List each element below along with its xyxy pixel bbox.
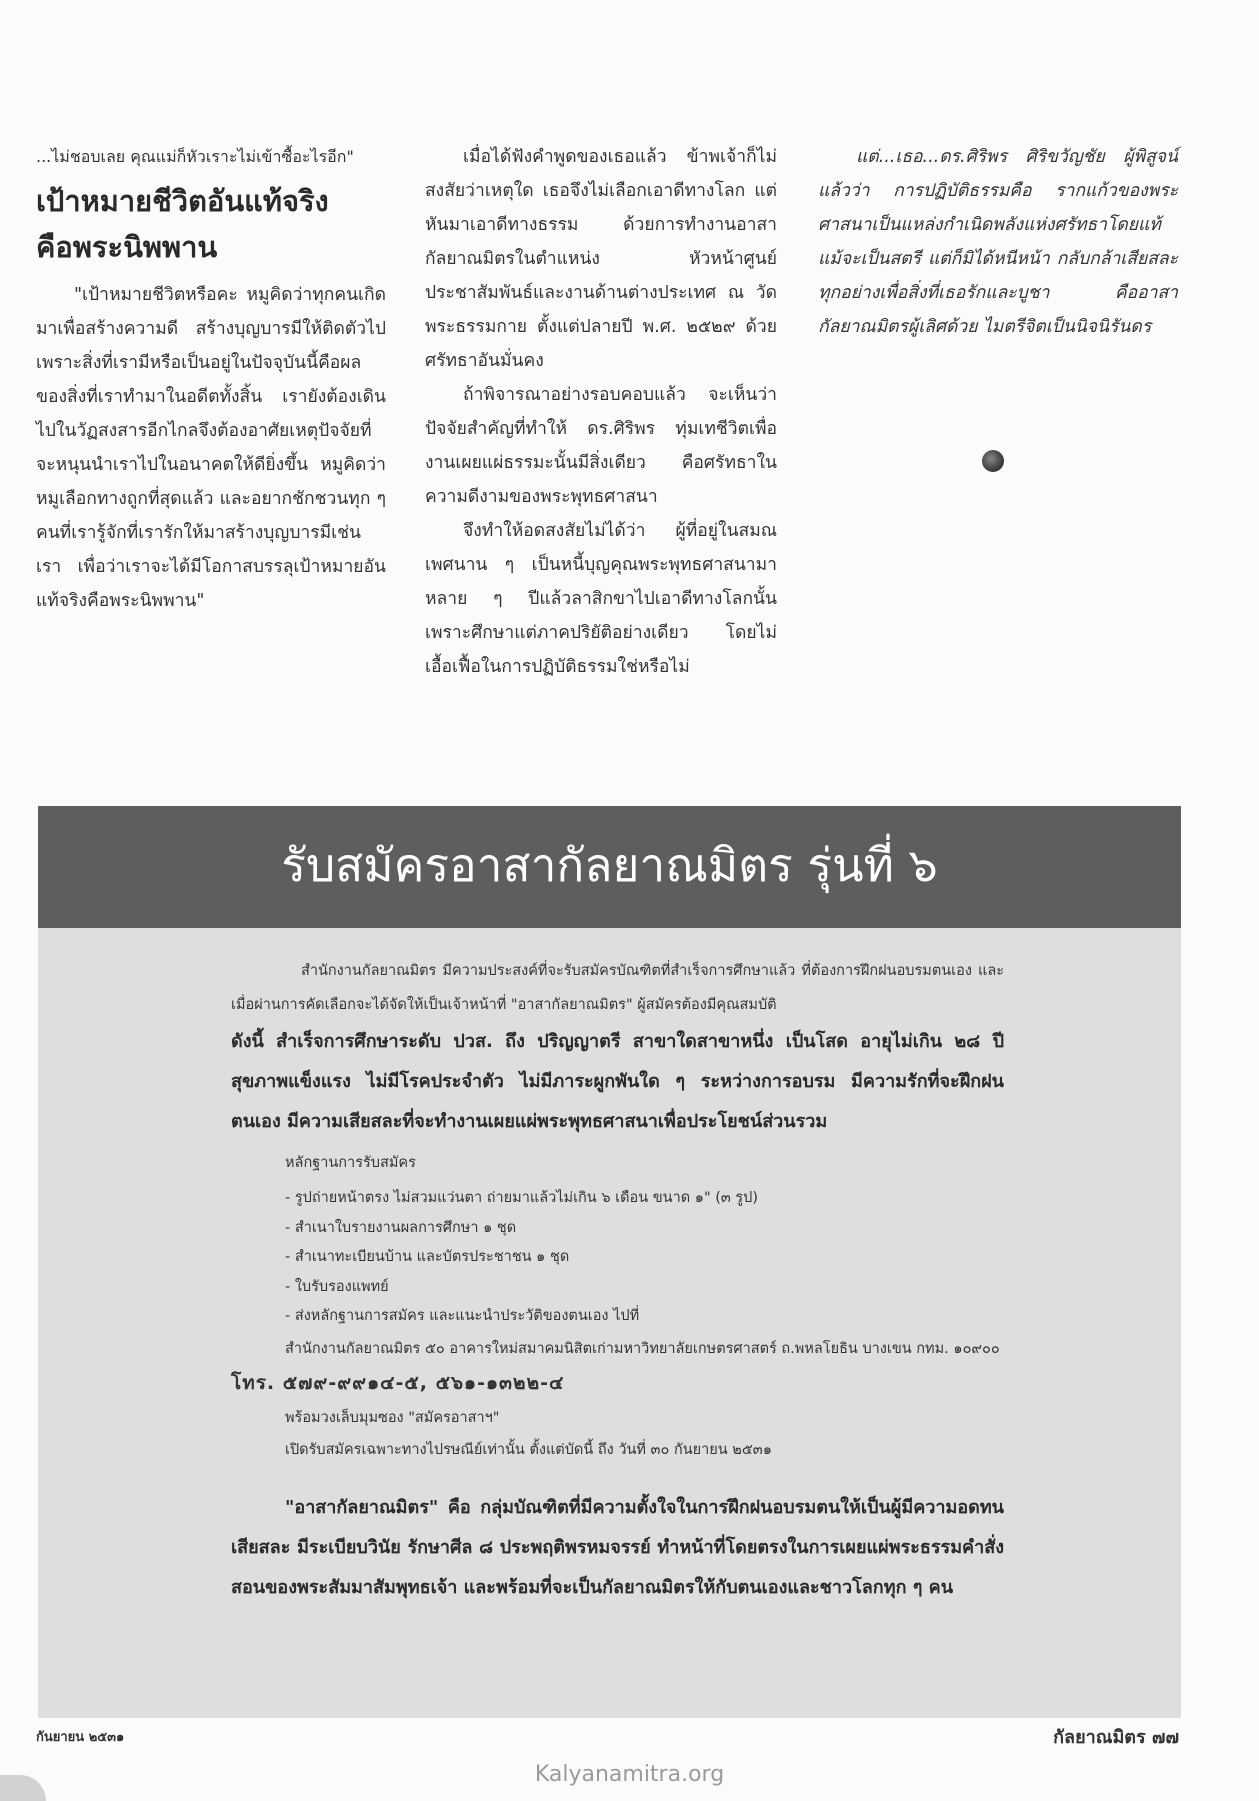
ad-title: รับสมัครอาสากัลยาณมิตร รุ่นที่ ๖ xyxy=(281,838,938,892)
ad-body xyxy=(231,954,1004,1608)
section-heading xyxy=(36,178,386,270)
docs-list-item: - ใบรับรองแพทย์ xyxy=(285,1273,1004,1303)
envelope-note: พร้อมวงเล็บมุมซอง "สมัครอาสาฯ" xyxy=(285,1409,500,1426)
ad-header-banner xyxy=(38,806,1181,928)
article-column-2 xyxy=(425,140,777,684)
body-paragraph: แต่...เธอ...ดร.ศิริพร ศิริขวัญชัย ผู้พิสูจน์แล้วว่า การปฏิบัติธรรมคือ รากแก้วของพระศาสนาเป็นแหล่งกำเนิดพลังแห่งศรัทธาโดยแท้ แม้จะเป็นสตรี แต่ก็มิได้หนีหน้า กลับกล้าเสียสละทุกอย่างเพื่อสิ่งที่เธอรักและบูชา คืออาสากัลยาณมิตรผู้เลิศด้วย ไมตรีจิตเป็นนิจนิรันดร xyxy=(818,147,1178,337)
body-paragraph: จึงทำให้อดสงสัยไม่ได้ว่า ผู้ที่อยู่ในสมณเพศนาน ๆ เป็นหนี้บุญคุณพระพุทธศาสนามาหลาย ๆ ปีแล้วลาสิกขาไปเอาดีทางโลกนั้น เพราะศึกษาแต่ภาคปริยัติอย่างเดียว โดยไม่เอื้อเฟื้อในการปฏิบัติธรรมใช่หรือไม่ xyxy=(425,521,777,677)
ad-intro: สำนักงานกัลยาณมิตร มีความประสงค์ที่จะรับสมัครบัณฑิตที่สำเร็จการศึกษาแล้ว ที่ต้องการฝึกฝนอบรมตนเอง และเมื่อผ่านการคัดเลือกจะได้จัดให้เป็นเจ้าหน้าที่ "อาสากัลยาณมิตร" ผู้สมัครต้องมีคุณสมบัติ xyxy=(231,963,1004,1013)
article-column-1 xyxy=(36,140,386,618)
docs-list-item: - สำเนาทะเบียนบ้าน และบัตรประชาชน ๑ ชุด xyxy=(285,1243,1004,1273)
docs-list-item: - ส่งหลักฐานการสมัคร และแนะนำประวัติของตนเอง ไปที่ xyxy=(285,1302,1004,1332)
article-end-icon xyxy=(982,450,1004,472)
deadline-note: เปิดรับสมัครเฉพาะทางไปรษณีย์เท่านั้น ตั้งแต่บัดนี้ ถึง วันที่ ๓๐ กันยายน ๒๕๓๑ xyxy=(285,1441,772,1458)
address-text: สำนักงานกัลยาณมิตร ๕๐ อาคารใหม่สมาคมนิสิตเก่ามหาวิทยาลัยเกษตรศาสตร์ ถ.พหลโยธิน บางเขน กทม. ๑๐๙๐๐ xyxy=(285,1340,1000,1357)
body-paragraph: ถ้าพิจารณาอย่างรอบคอบแล้ว จะเห็นว่าปัจจัยสำคัญที่ทำให้ ดร.ศิริพร ทุ่มเทชีวิตเพื่องานเผยแผ่ธรรมะนั้นมีสิ่งเดียว คือศรัทธาในความดีงามของพระพุทธศาสนา xyxy=(425,385,777,507)
ad-qualifications: ดังนี้ สำเร็จการศึกษาระดับ ปวส. ถึง ปริญญาตรี สาขาใดสาขาหนึ่ง เป็นโสด อายุไม่เกิน ๒๘ ปี สุขภาพแข็งแรง ไม่มีโรคประจำตัว ไม่มีภาระผูกพันใด ๆ ระหว่างการอบรม มีความรักที่จะฝึกฝนตนเอง มีความเสียสละที่จะทำงานเผยแผ่พระพุทธศาสนาเพื่อประโยชน์ส่วนรวม xyxy=(231,1031,1004,1132)
body-paragraph: "เป้าหมายชีวิตหรือคะ หมูคิดว่าทุกคนเกิดมาเพื่อสร้างความดี สร้างบุญบารมีให้ติดตัวไป เพราะสิ่งที่เรามีหรือเป็นอยู่ในปัจจุบันนี้คือผลของสิ่งที่เราทำมาในอดีตทั้งสิ้น เรายังต้องเดินไปในวัฏสงสารอีกไกลจึงต้องอาศัยเหตุปัจจัยที่จะหนุนนำเราไปในอนาคตให้ดียิ่งขึ้น หมูคิดว่าหมูเลือกทางถูกที่สุดแล้ว และอยากชักชวนทุก ๆ คนที่เรารู้จักที่เรารักให้มาสร้างบุญบารมีเช่นเรา เพื่อว่าเราจะได้มีโอกาสบรรลุเป้าหมายอันแท้จริงคือพระนิพพาน" xyxy=(36,285,386,611)
footer-issue-date: กันยายน ๒๕๓๑ xyxy=(36,1730,125,1745)
docs-list xyxy=(231,1184,1004,1332)
office-address xyxy=(231,1332,1004,1402)
article-column-3 xyxy=(818,140,1178,344)
ad-closing: "อาสากัลยาณมิตร" คือ กลุ่มบัณฑิตที่มีความตั้งใจในการฝึกฝนอบรมตนให้เป็นผู้มีความอดทน เสียสละ มีระเบียบวินัย รักษาศีล ๘ ประพฤติพรหมจรรย์ ทำหน้าที่โดยตรงในการเผยแผ่พระธรรมคำสั่งสอนของพระสัมมาสัมพุทธเจ้า และพร้อมที่จะเป็นกัลยาณมิตรให้กับตนเองและชาวโลกทุก ๆ คน xyxy=(231,1496,1004,1598)
heading-line-1: เป้าหมายชีวิตอันแท้จริง xyxy=(36,184,329,218)
body-paragraph: เมื่อได้ฟังคำพูดของเธอแล้ว ข้าพเจ้าก็ไม่สงสัยว่าเหตุใด เธอจึงไม่เลือกเอาดีทางโลก แต่หันมาเอาดีทางธรรม ด้วยการทำงานอาสากัลยาณมิตรในตำแหน่ง หัวหน้าศูนย์ประชาสัมพันธ์และงานด้านต่างประเทศ ณ วัดพระธรรมกาย ตั้งแต่ปลายปี พ.ศ. ๒๕๒๙ ด้วยศรัทธาอันมั่นคง xyxy=(425,147,777,371)
watermark: Kalyanamitra.org xyxy=(534,1762,725,1787)
phone-number: โทร. ๕๗๙-๙๙๑๔-๕, ๕๖๑-๑๓๒๒-๔ xyxy=(231,1371,565,1394)
quote-line: ...ไม่ชอบเลย คุณแม่ก็หัวเราะไม่เข้าซื้อะไรอีก" xyxy=(36,147,354,166)
footer-page-number: กัลยาณมิตร ๗๗ xyxy=(1053,1727,1179,1748)
docs-list-item: - รูปถ่ายหน้าตรง ไม่สวมแว่นตา ถ่ายมาแล้วไม่เกิน ๖ เดือน ขนาด ๑" (๓ รูป) xyxy=(285,1184,1004,1214)
recruitment-ad-box xyxy=(38,806,1181,1718)
docs-list-item: - สำเนาใบรายงานผลการศึกษา ๑ ชุด xyxy=(285,1214,1004,1244)
docs-title: หลักฐานการรับสมัคร xyxy=(285,1155,416,1171)
heading-line-2: คือพระนิพพาน xyxy=(36,230,218,264)
